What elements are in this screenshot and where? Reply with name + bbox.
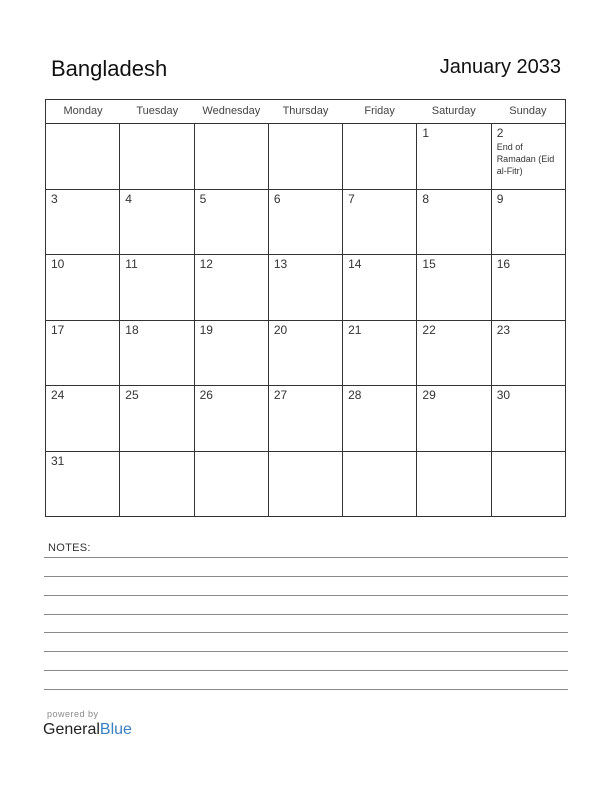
day-cell xyxy=(343,255,417,320)
day-number: 24 xyxy=(51,388,65,402)
day-cell xyxy=(343,321,417,386)
powered-by-label: powered by xyxy=(47,709,99,719)
day-cell xyxy=(120,386,194,451)
day-cell xyxy=(417,386,491,451)
day-cell xyxy=(195,321,269,386)
day-number: 8 xyxy=(422,191,430,206)
day-cell xyxy=(195,190,269,255)
day-number: 5 xyxy=(199,191,207,206)
day-number: 12 xyxy=(199,257,213,271)
day-cell xyxy=(120,255,194,320)
day-number: 9 xyxy=(496,191,504,206)
day-cell xyxy=(120,321,194,386)
calendar-month-title: January 2033 xyxy=(439,56,561,78)
day-cell xyxy=(343,452,417,517)
weekday-header: Monday xyxy=(63,105,103,117)
day-cell xyxy=(195,124,269,189)
day-cell xyxy=(343,386,417,451)
brand-logo xyxy=(43,721,132,739)
day-cell xyxy=(492,452,565,517)
weekday-header: Saturday xyxy=(431,105,476,117)
day-number: 22 xyxy=(422,322,436,337)
day-number: 13 xyxy=(273,257,288,271)
day-number: 11 xyxy=(125,257,138,271)
notes-line xyxy=(44,670,568,671)
day-cell xyxy=(269,321,343,386)
notes-line xyxy=(44,632,568,633)
day-cell xyxy=(492,386,565,451)
day-number: 14 xyxy=(348,257,362,271)
calendar-country-title: Bangladesh xyxy=(51,56,168,81)
day-number: 4 xyxy=(125,191,132,206)
day-number: 2 xyxy=(496,126,504,140)
day-cell xyxy=(417,190,491,255)
day-cell xyxy=(492,190,565,255)
day-number: 25 xyxy=(125,388,139,402)
day-number: 3 xyxy=(51,191,58,206)
day-cell xyxy=(492,321,565,386)
day-cell xyxy=(195,255,269,320)
day-cell xyxy=(120,124,194,189)
day-cell xyxy=(417,321,491,386)
day-number: 21 xyxy=(348,322,362,337)
day-cell xyxy=(195,386,269,451)
day-cell xyxy=(46,452,120,517)
day-cell xyxy=(46,255,120,320)
day-number: 17 xyxy=(51,322,65,337)
notes-line xyxy=(44,595,568,596)
day-number: 20 xyxy=(273,322,288,337)
day-cell xyxy=(46,321,120,386)
weekday-header: Friday xyxy=(364,105,395,117)
day-number: 26 xyxy=(199,388,213,402)
notes-line xyxy=(44,689,568,690)
day-number: 10 xyxy=(51,257,65,271)
day-number: 23 xyxy=(496,322,511,337)
day-cell xyxy=(492,255,565,320)
calendar-grid xyxy=(45,99,566,517)
day-cell xyxy=(269,124,343,189)
notes-label: NOTES: xyxy=(48,542,91,554)
week-row xyxy=(46,255,565,321)
weekday-header: Wednesday xyxy=(202,105,261,117)
day-number: 31 xyxy=(51,453,65,468)
day-cell xyxy=(120,452,194,517)
day-number: 19 xyxy=(199,322,213,337)
day-number: 29 xyxy=(422,388,436,402)
day-number: 28 xyxy=(348,388,362,402)
day-number: 1 xyxy=(422,126,430,140)
notes-line xyxy=(44,557,568,558)
day-number: 15 xyxy=(422,257,436,271)
day-number: 27 xyxy=(273,388,288,402)
notes-line xyxy=(44,576,568,577)
day-cell xyxy=(269,255,343,320)
weekday-header: Tuesday xyxy=(136,105,179,117)
day-cell xyxy=(417,452,491,517)
calendar-body xyxy=(46,124,565,516)
weekday-header-row xyxy=(46,100,565,124)
brand-name-blue: Blue xyxy=(99,721,132,738)
brand-name-general: General xyxy=(43,721,100,738)
notes-line xyxy=(44,651,568,652)
day-number: 16 xyxy=(496,257,511,271)
day-cell xyxy=(269,386,343,451)
day-cell xyxy=(343,124,417,189)
day-cell xyxy=(46,190,120,255)
week-row xyxy=(46,386,565,452)
day-cell xyxy=(343,190,417,255)
day-cell xyxy=(46,386,120,451)
week-row xyxy=(46,190,565,256)
weekday-header: Sunday xyxy=(509,105,547,117)
week-row xyxy=(46,321,565,387)
weekday-header: Thursday xyxy=(282,105,329,117)
holiday-label: End of Ramadan (Eid al-Fitr) xyxy=(496,142,555,176)
day-cell xyxy=(195,452,269,517)
day-cell xyxy=(120,190,194,255)
day-cell xyxy=(492,124,565,189)
week-row xyxy=(46,124,565,190)
day-cell xyxy=(417,255,491,320)
week-row xyxy=(46,452,565,517)
day-cell xyxy=(269,452,343,517)
day-cell xyxy=(417,124,491,189)
day-cell xyxy=(46,124,120,189)
day-cell xyxy=(269,190,343,255)
day-number: 7 xyxy=(348,191,355,206)
day-number: 18 xyxy=(125,322,139,337)
day-number: 6 xyxy=(273,191,281,206)
notes-line xyxy=(44,614,568,615)
day-number: 30 xyxy=(496,388,511,402)
